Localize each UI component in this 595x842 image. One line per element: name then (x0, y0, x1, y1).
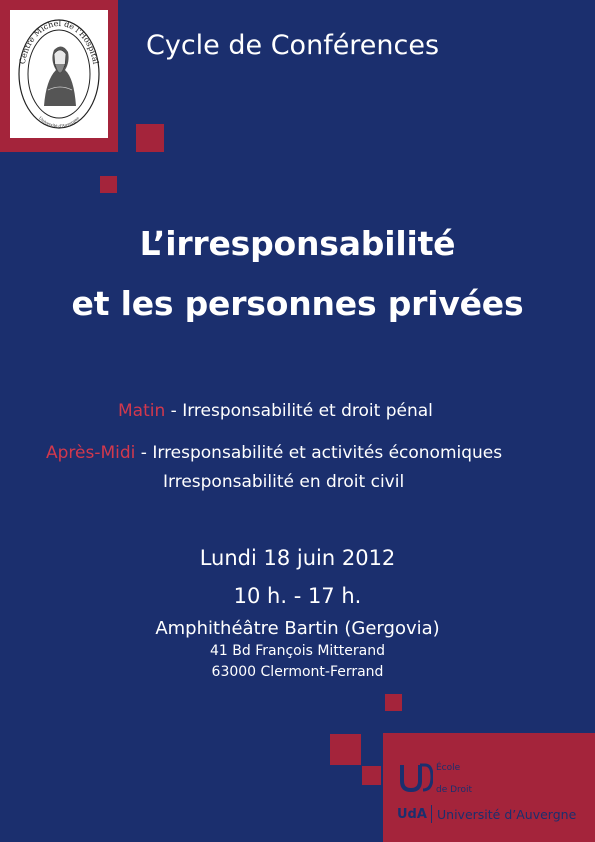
ud-logo-icon (399, 763, 433, 793)
event-date: Lundi 18 juin 2012 (199, 546, 396, 570)
morning-topic: Irresponsabilité et droit pénal (182, 401, 433, 421)
university-footer (383, 733, 595, 842)
decorative-square (100, 176, 117, 193)
svg-text:Centre Michel de l'Hospital: Centre Michel de l'Hospital (17, 18, 101, 65)
afternoon-separator: - (135, 443, 153, 463)
event-street: 41 Bd François Mitterand (210, 643, 385, 659)
decorative-square (330, 734, 361, 765)
title-line-1: L’irresponsabilité (139, 224, 456, 263)
title-line-2: et les personnes privées (71, 284, 524, 323)
decorative-square (362, 766, 381, 785)
program-morning (118, 401, 433, 421)
afternoon-topic-2: Irresponsabilité en droit civil (163, 472, 405, 492)
program-afternoon (46, 443, 502, 463)
event-time: 10 h. - 17 h. (233, 584, 362, 608)
uda-label: UdA (397, 807, 427, 822)
event-venue: Amphithéâtre Bartin (Gergovia) (155, 618, 440, 639)
afternoon-label: Après-Midi (46, 443, 136, 463)
de-droit-label: de Droit (436, 785, 473, 795)
morning-label: Matin (118, 401, 166, 421)
decorative-square (385, 694, 402, 711)
svg-text:Université d'Auvergne: Université d'Auvergne (37, 115, 81, 129)
portrait-medallion-icon (10, 10, 108, 138)
university-name: Université d’Auvergne (437, 807, 577, 822)
ecole-label: École (436, 763, 461, 773)
footer-divider (431, 805, 432, 823)
logo-frame (0, 0, 118, 152)
cycle-heading: Cycle de Conférences (146, 30, 440, 61)
event-city: 63000 Clermont-Ferrand (211, 664, 384, 680)
afternoon-topic-1: Irresponsabilité et activités économiques (152, 443, 503, 463)
centre-michel-de-l-hospital-logo (10, 10, 108, 138)
morning-separator: - (165, 401, 183, 421)
decorative-square (136, 124, 164, 152)
